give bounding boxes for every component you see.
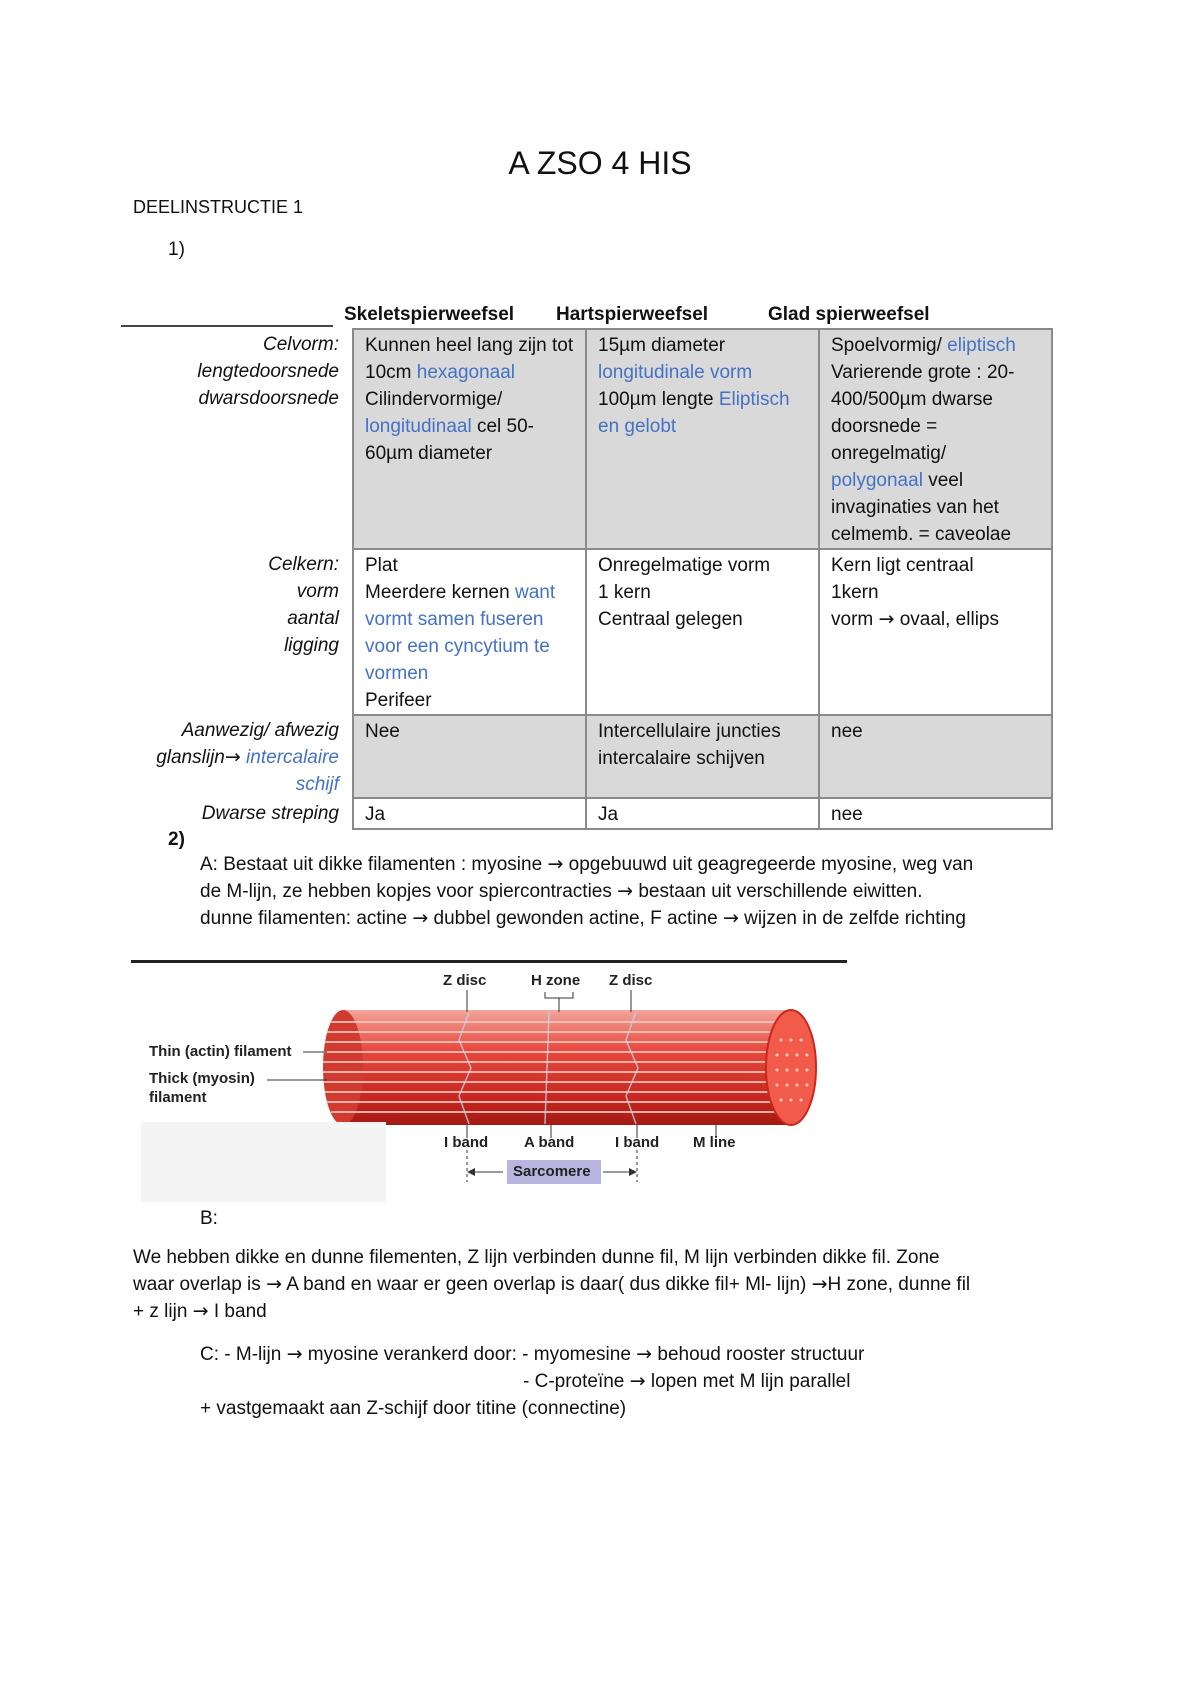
- fiber-left-end: [323, 1010, 363, 1125]
- arrow-right-icon: →: [224, 746, 241, 768]
- cell-line: Kern ligt centraal: [831, 555, 974, 576]
- text: waar overlap is: [133, 1274, 267, 1295]
- sarcomere-label: Sarcomere: [513, 1163, 591, 1180]
- table-row-celkern: [131, 549, 1052, 715]
- label-line: Celvorm:: [262, 334, 339, 355]
- thin-filament-label: Thin (actin) filament: [149, 1043, 292, 1060]
- cell-line: [365, 579, 577, 687]
- cell-text-blue: longitudinale vorm: [598, 362, 753, 383]
- table-row-celvorm: [131, 329, 1052, 549]
- arrow-right-icon: →: [878, 608, 895, 630]
- cell-line: 1kern: [831, 582, 879, 603]
- cell-line: intercalaire schijven: [598, 748, 765, 769]
- answer-c: [200, 1341, 1020, 1422]
- text: bestaan uit verschillende eiwitten.: [633, 881, 923, 902]
- arrow-right-icon: →: [286, 1343, 303, 1365]
- arrow-right-icon: →: [629, 1370, 646, 1392]
- cell-text: Varierende grote : 20-400/500µm dwarse doorsnede = onregelmatig/: [831, 362, 1015, 464]
- table-row-streping: [131, 798, 1052, 829]
- i-band-left-label: I band: [444, 1134, 489, 1151]
- row-label-celkern: [131, 549, 353, 715]
- question-2-number: 2): [168, 829, 185, 850]
- cell-line: [831, 606, 1043, 633]
- arrow-right-icon: →: [266, 1273, 282, 1295]
- cell-text: 100µm lengte: [598, 389, 719, 410]
- label-cover: [141, 1122, 386, 1202]
- answer-a-line: [200, 878, 1020, 905]
- row-label-glanslijn: [131, 715, 353, 798]
- cell-text-blue: polygonaal: [831, 470, 923, 491]
- cell-text: Cilindervormige/: [365, 389, 503, 410]
- cell-line: Perifeer: [365, 690, 432, 711]
- label-line: Celkern:: [268, 554, 339, 575]
- answer-c-line: + vastgemaakt aan Z-schijf door titine (connectine): [200, 1398, 627, 1419]
- cell-text: veel invaginaties van het celmemb. = caveolae: [831, 470, 1012, 545]
- cell-text-blue: want vormt samen fuseren voor een cyncytium te vormen: [365, 582, 556, 684]
- text: A: Bestaat uit dikke filamenten : myosine: [200, 854, 548, 875]
- cell-hart-streping: Ja: [586, 798, 819, 829]
- text: I band: [208, 1301, 267, 1322]
- header-glad: Glad spierweefsel: [768, 304, 930, 325]
- m-line-label: M line: [693, 1134, 736, 1151]
- arrow-right-icon: →: [412, 907, 429, 929]
- label-text-blue: intercalaire: [240, 747, 339, 768]
- arrow-right-icon: →: [617, 880, 634, 902]
- arrow-right-icon: →: [722, 907, 739, 929]
- label-line: aantal: [287, 608, 339, 629]
- text: dubbel gewonden actine, F actine: [428, 908, 723, 929]
- row-label-celvorm: [131, 329, 353, 549]
- i-band-right-label: I band: [615, 1134, 660, 1151]
- cell-text: Spoelvormig/: [831, 335, 948, 356]
- label-line: dwarsdoorsnede: [198, 388, 339, 409]
- text: C: - M-lijn: [200, 1344, 287, 1365]
- text: H zone, dunne fil: [827, 1274, 971, 1295]
- muscle-tissue-table: [131, 328, 1053, 830]
- label-line: Aanwezig/ afwezig: [181, 720, 339, 741]
- cell-text-blue: Eliptisch en gelobt: [598, 389, 790, 437]
- cell-text: vorm: [831, 609, 879, 630]
- label-line: schijf: [295, 774, 339, 795]
- cell-skelet-celkern: [353, 549, 586, 715]
- text: - C-proteïne: [523, 1371, 630, 1392]
- cell-hart-celvorm: [586, 329, 819, 549]
- answer-c-line: [200, 1368, 1020, 1395]
- cell-skelet-celvorm: [353, 329, 586, 549]
- cell-text-blue: eliptisch: [947, 335, 1016, 356]
- answer-b-line: [133, 1298, 1013, 1325]
- answer-c-line: [200, 1341, 1020, 1368]
- table-row-glanslijn: [131, 715, 1052, 798]
- cell-glad-celkern: [819, 549, 1052, 715]
- z-disc-right-label: Z disc: [609, 972, 653, 989]
- text: lopen met M lijn parallel: [645, 1371, 851, 1392]
- text: + z lijn: [133, 1301, 193, 1322]
- cell-text: ovaal, ellips: [894, 609, 999, 630]
- arrow-right-icon: →: [192, 1300, 209, 1322]
- cell-text: Meerdere kernen: [365, 582, 515, 603]
- answer-a: [200, 851, 1020, 932]
- header-hart: Hartspierweefsel: [556, 304, 709, 325]
- label-line: vorm: [296, 581, 339, 602]
- label-line: ligging: [284, 635, 339, 656]
- cell-glad-glanslijn: nee: [819, 715, 1052, 798]
- cell-text-blue: hexagonaal: [416, 362, 516, 383]
- row-label-streping: Dwarse streping: [201, 803, 339, 824]
- cell-glad-celvorm: [819, 329, 1052, 549]
- arrow-right-icon: →: [547, 853, 564, 875]
- cell-skelet-glanslijn: Nee: [353, 715, 586, 798]
- cell-line: Centraal gelegen: [598, 609, 743, 630]
- question-1-number: 1): [168, 239, 185, 260]
- text: opgebuuwd uit geagregeerde myosine, weg van: [563, 854, 974, 875]
- cell-line: Plat: [365, 555, 398, 576]
- answer-b: [133, 1244, 1013, 1325]
- cell-text-blue: longitudinaal: [365, 416, 472, 437]
- thick-filament-label: Thick (myosin): [149, 1070, 255, 1087]
- cell-line: Intercellulaire juncties: [598, 721, 781, 742]
- cell-hart-glanslijn: [586, 715, 819, 798]
- text: behoud rooster structuur: [652, 1344, 865, 1365]
- text: A band en waar er geen overlap is daar( dus dikke fil+ Ml- lijn): [281, 1274, 812, 1295]
- cell-text: Kunnen heel lang zijn tot 10cm: [365, 335, 574, 383]
- cell-skelet-streping: Ja: [353, 798, 586, 829]
- cell-glad-streping: nee: [819, 798, 1052, 829]
- arrow-left-icon: [467, 1168, 475, 1176]
- answer-b-label: B:: [200, 1208, 218, 1229]
- thick-filament-label-2: filament: [149, 1089, 207, 1106]
- label-text: glanslijn: [156, 747, 225, 768]
- answer-b-line: We hebben dikke en dunne filementen, Z lijn verbinden dunne fil, M lijn verbinden dikke fil. Zone: [133, 1247, 940, 1268]
- text: dunne filamenten: actine: [200, 908, 413, 929]
- fiber-body: [343, 1010, 791, 1125]
- cell-line: Onregelmatige vorm: [598, 555, 771, 576]
- cell-hart-celkern: [586, 549, 819, 715]
- z-disc-left-label: Z disc: [443, 972, 487, 989]
- section-heading: DEELINSTRUCTIE 1: [133, 197, 304, 217]
- text: myosine verankerd door: - myomesine: [302, 1344, 637, 1365]
- header-skelet: Skeletspierweefsel: [344, 304, 515, 325]
- h-zone-label: H zone: [531, 972, 581, 989]
- cell-text: cel 50-60µm diameter: [365, 416, 535, 464]
- arrow-right-icon: →: [811, 1273, 828, 1295]
- page-title: A ZSO 4 HIS: [508, 145, 692, 181]
- arrow-right-icon: →: [636, 1343, 653, 1365]
- answer-b-line: [133, 1271, 1013, 1298]
- fiber-cross-section: [766, 1010, 816, 1125]
- label-line: [131, 744, 339, 771]
- cell-text: 15µm diameter: [598, 335, 726, 356]
- cell-line: 1 kern: [598, 582, 651, 603]
- sarcomere-figure: [131, 960, 847, 1203]
- answer-a-line: [200, 905, 1020, 932]
- arrow-right-icon: [629, 1168, 637, 1176]
- answer-a-line: [200, 851, 1020, 878]
- text: wijzen in de zelfde richting: [738, 908, 966, 929]
- header-rule: [121, 325, 333, 327]
- a-band-label: A band: [524, 1134, 575, 1151]
- text: de M-lijn, ze hebben kopjes voor spiercontracties: [200, 881, 618, 902]
- label-line: lengtedoorsnede: [197, 361, 339, 382]
